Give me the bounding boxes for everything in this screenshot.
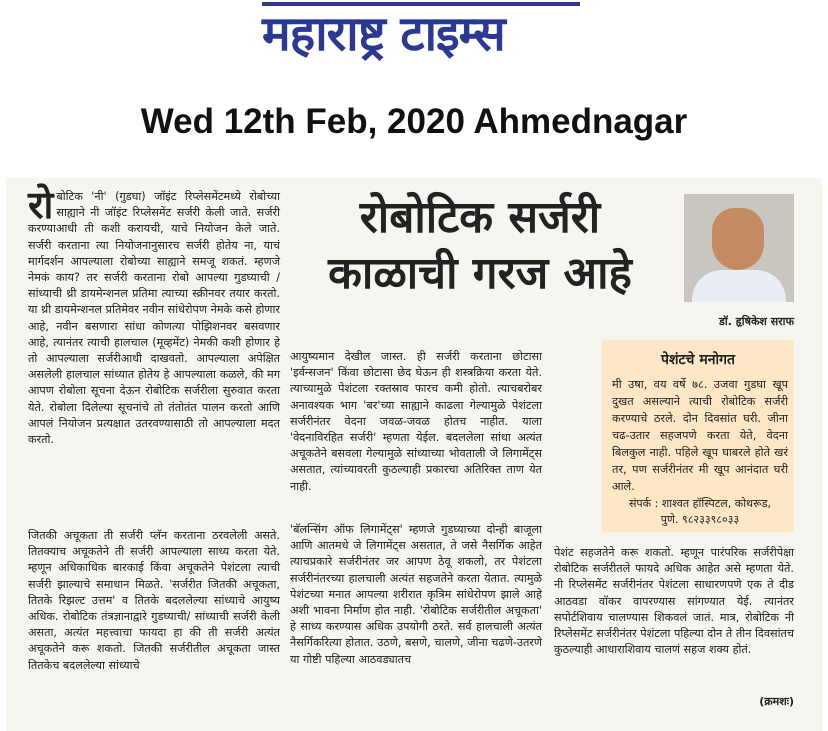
photo-caption: डॉ. हृषिकेश सराफ [718,315,794,328]
article-column-2-continued [290,522,542,668]
patient-testimonial-box [602,340,794,532]
article-column-3 [554,545,794,658]
article-paragraph: बोटिक 'नी' (गुडघा) जॉइंट रिप्लेसमेंटमध्ये रोबोच्या साह्याने नी जॉइंट रिप्लेसमेंट सर्जरी केली जाते. सर्जरी करण्याआधी ती कशी करायची, याचे नियोजन केले जाते. सर्जरी करताना त्या नियोजनानुसारच सर्जरी होतेय ना, याचं मार्गदर्शन आपल्याला रोबोच्या साह्याने समजू शकतं. म्हणजे नेमकं काय? तर सर्जरी करताना रोबो आपल्या गुडघ्याची / सांध्याची थ्री डायमेन्शनल प्रतिमा त्याच्या स्क्रीनवर तयार करतो. या थ्री डायमेन्शनल प्रतिमेवर नवीन सांधेरोपण नेमके कसे होणार आहे, नवीन बसणारा सांधा कोणत्या पोझिशनवर बसवणार आहे, त्यानंतर त्याची हालचाल (मूव्हमेंट) नेमकी कशी होणार हे तो आपल्याला सर्जरीआधी दाखवतो. आपल्याला अपेक्षित असलेली हालचाल सांध्यात होतेय हे आपल्याला कळले, की मग आपण रोबोला सूचना देऊन रोबोटिक सर्जरीला सुरुवात करता येते. रोबोला दिलेल्या सूचनांचे तो तंतोतंत पालन करतो आणि आपलं नियोजन प्रत्यक्षात उतरवण्यासाठी तो आपल्याला मदत करतो. [28,190,280,447]
article-headline [290,190,670,302]
article-column-1-continued [28,528,280,674]
article-paragraph: पेशंट सहजतेने करू शकतो. म्हणून पारंपरिक सर्जरीपेक्षा रोबोटिक सर्जरीतले फायदे अधिक आहेत असे म्हणता येते. नी रिप्लेसमेंट सर्जरीनंतर पेशंटला साधारणपणे एक ते दीड आठवडा वॉकर वापरण्यास सांगण्यात येई. त्यानंतर सपोर्टशिवाय चालण्यास शिकवलं जातं. मात्र, रोबोटिक नी रिप्लेसमेंट सर्जरीनंतर पेशंटला पहिल्या दोन ते तीन दिवसांतच कुठल्याही आधाराशिवाय चालणं सहज शक्य होतं. [554,546,794,657]
article-paragraph: 'बॅलन्सिंग ऑफ लिगामेंट्स' म्हणजे गुडघ्याच्या दोन्ही बाजूला आणि आतमधे जे लिगामेंट्स असतात, ते जसे नैसर्गिक आहेत त्याचप्रकारे सर्जरीनंतर जर आपण ठेवू शकलो, तर पेशंटला सर्जरीनंतरच्या हालचाली अत्यंत सहजतेने करता येतात. त्यामुळे पेशंटच्या मनात आपल्या शरीरात कृत्रिम सांधेरोपण झाले आहे अशी भावना निर्माण होत नाही. 'रोबोटिक सर्जरीतील अचूकता' हे साध्य करण्यास अधिक उपयोगी ठरते. सर्व हालचाली अत्यंत नैसर्गिकरित्या होतात. उठणे, बसणे, चालणे, जीना चढणे-उतरणे या गोष्टी पहिल्या आठवड्यातच [290,523,542,666]
continued-marker: (क्रमशः) [759,695,794,708]
article-paragraph: जितकी अचूकता ती सर्जरी प्लॅन करताना ठरवलेली असते. तितक्याच अचूकतेने ती सर्जरी आपल्याला साध्य करता येते. म्हणून अधिकाधिक बारकाई किंवा अचूकतेने पेशंटला त्याची सर्जरी झाल्याचे समाधान मिळते. 'सर्जरीत जितकी अचूकता, तितके रिझल्ट उत्तम' व तितके बदललेल्या सांध्याचे आयुष्य अधिक. रोबोटिक तंत्रज्ञानाद्वारे गुडघ्याची/ सांध्याची सर्जरी केली असता, अत्यंत महत्त्वाचा फायदा हा की ती सर्जरी अत्यंत अचूकतेने करू शकतो. जितकी सर्जरीतील अचूकता जास्त तितकेच बदललेल्या सांध्याचे [28,529,280,672]
photo-shirt [692,270,786,302]
testimonial-text: मी उषा, वय वर्षे ७८. उजवा गुडघा खूप दुखत असल्याने त्याची रोबोटिक सर्जरी करण्याचे ठरले. दोन दिवसांत घरी. जीना चढ-उतार सहजपणे करता येते, वेदना बिलकुल नाही. पहिले खूप घाबरले होते खरं तर, पण सर्जरीनंतर मी खूप आनंदात घरी आले. [612,378,788,493]
newspaper-masthead [0,0,828,72]
headline-line-1: रोबोटिक सर्जरी [359,192,601,243]
contact-line-1: संपर्क : शाश्वत हॉस्पिटल, कोथरूड, [628,497,772,510]
photo-face [712,208,764,270]
author-photo [684,194,794,302]
headline-line-2: काळाची गरज आहे [328,248,632,299]
article-column-1 [28,183,280,448]
article-paragraph: आयुष्यमान देखील जास्त. ही सर्जरी करताना छोटासा 'इर्वन्सजन' किंवा छोटासा छेद घेऊन ही शस्त्रक्रिया करता येते. त्याच्यामुळे पेशंटला रक्तस्राव फारच कमी होतो. त्याचबरोबर अनावश्यक भाग 'बर'च्या साह्याने काढला गेल्यामुळे पेशंटला सर्जरीनंतर वेदना जवळ-जवळ होतच नाहीत. याला 'वेदनाविरहित सर्जरी' म्हणता येईल. बदललेला सांधा अत्यंत अचूकतेने बसवला गेल्यामुळे सांध्याच्या भोवताली जे लिगामेंट्स असतात, त्यांच्यावरती कुठल्याही प्रकारचा अतिरिक्त ताण येत नाही. [290,350,542,493]
drop-cap: रो [28,183,54,227]
testimonial-title: पेशंटचे मनोगत [661,352,735,368]
article-column-2 [290,349,542,495]
dateline: Wed 12th Feb, 2020 Ahmednagar [140,102,688,141]
newspaper-logo: महाराष्ट्र टाइम्स [262,6,505,62]
contact-info [612,496,788,528]
contact-line-2: पुणे. ९८२३३९८०३३ [660,513,740,526]
